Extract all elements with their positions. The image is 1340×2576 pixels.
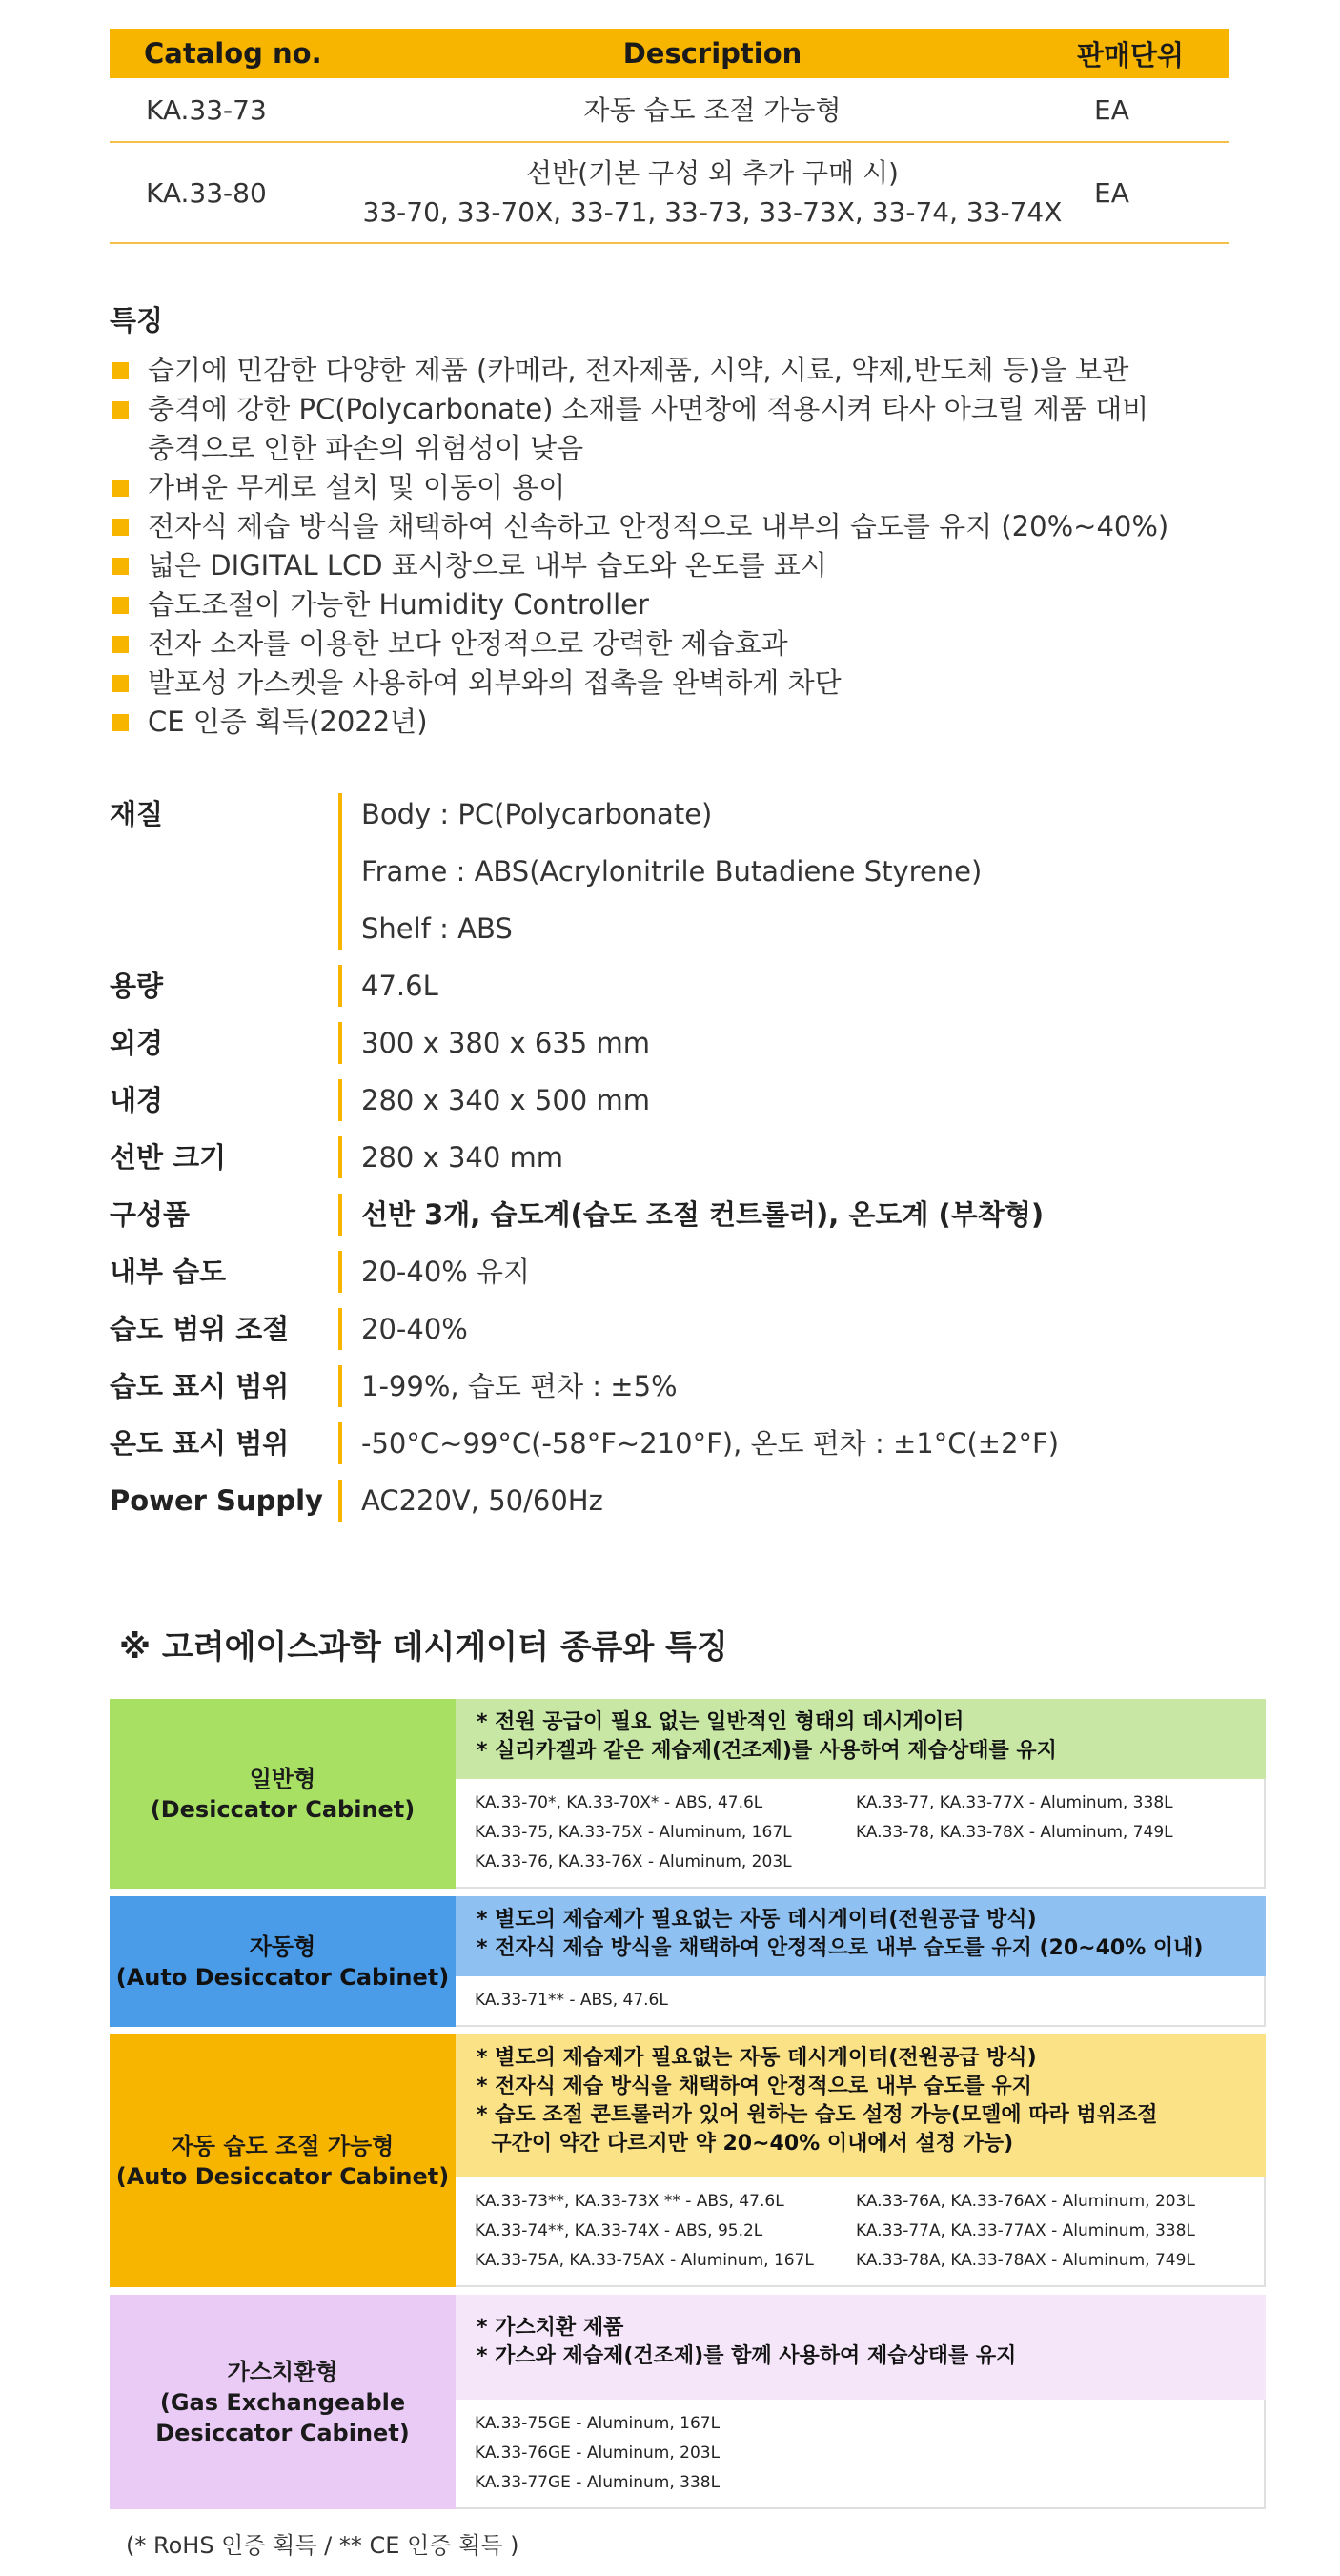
spec-row-material [110,786,1234,957]
spec-value [338,1358,1234,1415]
type-note: * 실리카겔과 같은 제습제(건조제)를 사용하여 제습상태를 유지 [477,1739,1057,1763]
spec-value [338,786,1234,957]
spec-row-outer-size [110,1014,1234,1072]
header-catalog-no: Catalog no. [144,37,322,70]
type-label-line: (Auto Desiccator Cabinet) [115,2162,450,2190]
spec-value [338,1129,1234,1186]
feature-item [110,351,1253,390]
square-bullet-icon [112,675,129,692]
spec-value-line: 280 x 340 mm [361,1141,564,1174]
spec-label: 선반 크기 [110,1141,227,1174]
spec-value-line: -50°C~99°C(-58°F~210°F), 온도 편차 : ±1°C(±2°F) [361,1427,1060,1460]
type-label-line: 자동 습도 조절 가능형 [171,2132,395,2159]
type-label-line: 자동형 [249,1932,316,1960]
model-item: KA.33-77GE - Aluminum, 338L [475,2473,721,2492]
spec-value-line: 280 x 340 x 500 mm [361,1084,650,1116]
square-bullet-icon [112,636,129,653]
header-description: Description [622,36,802,70]
models-column-right [856,2187,1237,2276]
spec-row-shelf-size [110,1129,1234,1186]
spec-row-temperature-display [110,1415,1234,1472]
table-row [110,143,1229,244]
square-bullet-icon [112,597,129,614]
spec-value [338,957,1234,1014]
spec-value-line: Shelf : ABS [361,912,513,945]
feature-text: 가벼운 무게로 설치 및 이동이 용이 [148,471,566,503]
spec-label: 용량 [110,970,164,1002]
spec-value-line: 20-40% 유지 [361,1256,531,1288]
type-note: * 전자식 제습 방식을 채택하여 안정적으로 내부 습도를 유지 (20~40% 이내) [477,1936,1204,1960]
certification-footnote: (* RoHS 인증 획득 / ** CE 인증 획득 ) [126,2532,519,2559]
type-label [110,2034,456,2287]
type-block-general [110,1699,1266,1889]
square-bullet-icon [112,480,129,497]
models-column-left [475,2187,856,2276]
type-label-line: 일반형 [249,1765,316,1792]
spec-value-line: 1-99%, 습도 편차 : ±5% [361,1370,678,1402]
feature-text: CE 인증 획득(2022년) [148,705,428,738]
feature-item [110,703,1253,742]
spec-label: 온도 표시 범위 [110,1427,290,1460]
type-body [456,1896,1266,2027]
type-body [456,1699,1266,1889]
table-row [110,78,1229,143]
feature-text: 전자 소자를 이용한 보다 안정적으로 강력한 제습효과 [148,627,788,660]
feature-text: 넓은 DIGITAL LCD 표시창으로 내부 습도와 온도를 표시 [148,549,827,582]
spec-row-inner-size [110,1072,1234,1129]
description-line: 자동 습도 조절 가능형 [583,93,842,126]
square-bullet-icon [112,362,129,379]
type-body [456,2034,1266,2287]
feature-text: 습기에 민감한 다양한 제품 (카메라, 전자제품, 시약, 시료, 약제,반도체 등)을 보관 [148,354,1129,386]
type-note: * 가스와 제습제(건조제)를 함께 사용하여 제습상태를 유지 [477,2344,1017,2368]
models-column-left [475,2409,856,2498]
square-bullet-icon [112,519,129,536]
feature-text: 충격으로 인한 파손의 위험성이 낮음 [148,432,584,464]
type-label-line: (Gas Exchangeable [159,2388,406,2416]
type-block-gas-exchange [110,2295,1266,2509]
type-note: * 가스치환 제품 [477,2316,624,2340]
features-title: 특징 [110,304,164,337]
spec-value-line: 300 x 380 x 635 mm [361,1027,650,1059]
unit-cell: EA [1094,93,1129,126]
spec-label: 외경 [110,1027,164,1059]
feature-item [110,468,1253,507]
models-column-right [856,1789,1237,1877]
type-models [456,1976,1266,2027]
spec-value [338,1300,1234,1358]
feature-item [110,507,1253,546]
model-item: KA.33-77, KA.33-77X - Aluminum, 338L [856,1793,1173,1812]
spec-value-line: 20-40% [361,1313,468,1345]
spec-value-line: Body : PC(Polycarbonate) [361,798,713,830]
feature-item [110,624,1253,664]
spec-table [110,786,1234,1529]
type-notes [456,1896,1266,1976]
feature-item [110,585,1253,624]
model-item: KA.33-70*, KA.33-70X* - ABS, 47.6L [475,1793,763,1812]
features-list [110,351,1253,742]
type-note: * 습도 조절 콘트롤러가 있어 원하는 습도 설정 가능(모델에 따라 범위조절 [477,2103,1158,2127]
description-line: 선반(기본 구성 외 추가 구매 시) [526,157,899,189]
type-notes [456,2295,1266,2400]
spec-label: 내경 [110,1084,164,1116]
feature-text: 전자식 제습 방식을 채택하여 신속하고 안정적으로 내부의 습도를 유지 (20%~40%) [148,510,1169,542]
spec-value-line: Frame : ABS(Acrylonitrile Butadiene Styrene) [361,855,983,888]
model-item: KA.33-75GE - Aluminum, 167L [475,2414,721,2433]
type-body [456,2295,1266,2509]
spec-row-humidity-range [110,1300,1234,1358]
feature-item [110,664,1253,703]
spec-value-line: 47.6L [361,970,438,1002]
type-note: 구간이 약간 다르지만 약 20~40% 이내에서 설정 가능) [477,2132,1014,2156]
unit-cell: EA [1094,176,1129,209]
type-notes [456,2034,1266,2177]
model-item: KA.33-75A, KA.33-75AX - Aluminum, 167L [475,2251,814,2270]
type-label-line: (Desiccator Cabinet) [150,1795,416,1823]
type-block-auto [110,1896,1266,2027]
models-column-left [475,1986,856,2015]
models-column-left [475,1789,856,1877]
spec-row-components [110,1186,1234,1243]
catalog-no-cell: KA.33-80 [146,176,267,209]
description-cell [348,91,1077,130]
spec-row-humidity-display [110,1358,1234,1415]
spec-value-line: 선반 3개, 습도계(습도 조절 컨트롤러), 온도계 (부착형) [361,1198,1045,1231]
spec-label: 구성품 [110,1198,191,1231]
model-item: KA.33-76, KA.33-76X - Aluminum, 203L [475,1852,792,1871]
catalog-header-row [110,29,1229,78]
types-section-title: ※ 고려에이스과학 데시게이터 종류와 특징 [119,1628,728,1666]
type-label [110,1699,456,1889]
spec-value [338,1014,1234,1072]
type-note: * 전자식 제습 방식을 채택하여 안정적으로 내부 습도를 유지 [477,2075,1032,2098]
type-label [110,2295,456,2509]
spec-label: 습도 표시 범위 [110,1370,290,1402]
spec-value [338,1186,1234,1243]
spec-label: Power Supply [110,1484,323,1517]
type-notes [456,1699,1266,1779]
model-item: KA.33-71** - ABS, 47.6L [475,1991,668,2010]
feature-item [110,546,1253,585]
feature-item [110,390,1253,468]
type-note: * 전원 공급이 필요 없는 일반적인 형태의 데시게이터 [477,1710,964,1734]
type-label-line: 가스치환형 [227,2358,338,2385]
spec-label: 재질 [110,798,164,830]
header-unit: 판매단위 [1077,38,1185,72]
type-label-line: (Auto Desiccator Cabinet) [115,1963,450,1991]
spec-value-line: AC220V, 50/60Hz [361,1484,603,1517]
description-cell [348,153,1077,232]
type-note: * 별도의 제습제가 필요없는 자동 데시게이터(전원공급 방식) [477,2046,1037,2070]
model-item: KA.33-74**, KA.33-74X - ABS, 95.2L [475,2221,763,2240]
model-item: KA.33-78, KA.33-78X - Aluminum, 749L [856,1823,1173,1842]
spec-value [338,1472,1234,1529]
square-bullet-icon [112,714,129,731]
type-models [456,1779,1266,1889]
square-bullet-icon [112,558,129,575]
spec-label: 내부 습도 [110,1256,227,1288]
square-bullet-icon [112,401,129,419]
spec-label: 습도 범위 조절 [110,1313,290,1345]
model-item: KA.33-78A, KA.33-78AX - Aluminum, 749L [856,2251,1195,2270]
description-line: 33-70, 33-70X, 33-71, 33-73, 33-73X, 33-74, 33-74X [362,196,1063,228]
type-note: * 별도의 제습제가 필요없는 자동 데시게이터(전원공급 방식) [477,1908,1037,1932]
spec-value [338,1415,1234,1472]
catalog-no-cell: KA.33-73 [146,93,267,126]
type-label-line: Desiccator Cabinet) [155,2419,410,2446]
spec-row-internal-humidity [110,1243,1234,1300]
feature-text: 충격에 강한 PC(Polycarbonate) 소재를 사면창에 적용시켜 타사 아크릴 제품 대비 [148,393,1149,425]
type-block-auto-humidity [110,2034,1266,2287]
model-item: KA.33-76GE - Aluminum, 203L [475,2443,721,2463]
model-item: KA.33-77A, KA.33-77AX - Aluminum, 338L [856,2221,1195,2240]
type-models [456,2400,1266,2509]
feature-text: 습도조절이 가능한 Humidity Controller [148,588,649,621]
model-item: KA.33-76A, KA.33-76AX - Aluminum, 203L [856,2192,1195,2211]
spec-row-capacity [110,957,1234,1014]
feature-text: 발포성 가스켓을 사용하여 외부와의 접촉을 완벽하게 차단 [148,666,842,699]
spec-row-power-supply [110,1472,1234,1529]
spec-value [338,1243,1234,1300]
desiccator-types-table [110,1699,1266,2517]
catalog-table [110,29,1229,244]
type-label [110,1896,456,2027]
spec-value [338,1072,1234,1129]
type-models [456,2177,1266,2287]
model-item: KA.33-75, KA.33-75X - Aluminum, 167L [475,1823,792,1842]
model-item: KA.33-73**, KA.33-73X ** - ABS, 47.6L [475,2192,784,2211]
